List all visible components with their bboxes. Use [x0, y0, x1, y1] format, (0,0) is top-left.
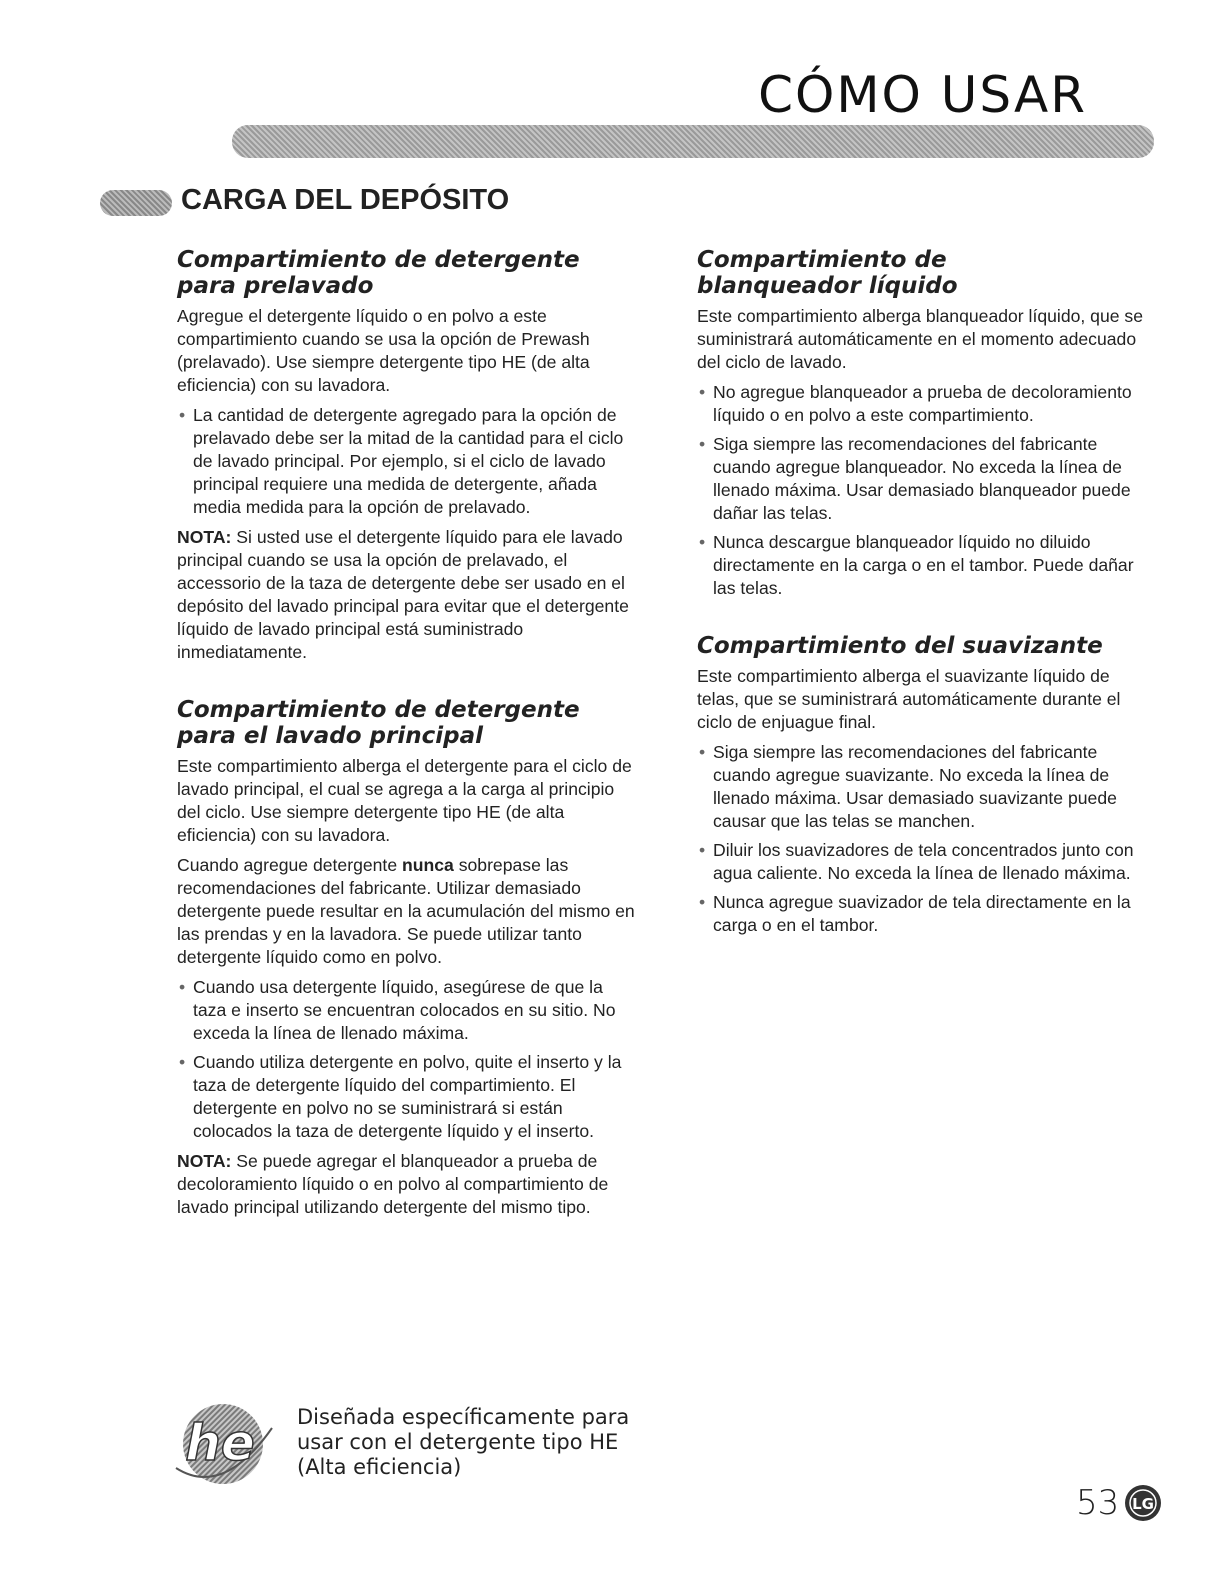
bleach-bullets: [697, 381, 1152, 600]
section-title: CARGA DEL DEPÓSITO: [181, 184, 510, 216]
main-wash-bullets: [177, 976, 637, 1143]
page-title: CÓMO USAR: [758, 66, 1087, 124]
lg-logo-icon: [1124, 1484, 1162, 1522]
list-item: • Diluir los suavizadores de tela concentrados junto con agua caliente. No exceda la línea de llenado máxima.: [697, 839, 1152, 885]
bleach-intro: Este compartimiento alberga blanqueador líquido, que se suministrará automáticamente en el momento adecuado del ciclo de lavado.: [697, 306, 1143, 372]
softener-intro: Este compartimiento alberga el suavizante líquido de telas, que se suministrará automáticamente durante el ciclo de enjuague final.: [697, 666, 1121, 732]
note-label: NOTA:: [177, 527, 232, 547]
list-item: • Nunca descargue blanqueador líquido no diluido directamente en la carga o en el tambor. Puede dañar las telas.: [697, 531, 1152, 600]
bleach-heading-line2: blanqueador líquido: [697, 273, 958, 299]
main-wash-note: [177, 1150, 637, 1219]
list-item: • La cantidad de detergente agregado para la opción de prelavado debe ser la mitad de la cantidad para el ciclo de lavado principal. Por ejemplo, si el ciclo de lavado principal requiere una medida de detergente, añada media medida para la opción de prelavado.: [177, 404, 637, 519]
softener-bullets: [697, 741, 1152, 937]
note-label: NOTA:: [177, 1151, 232, 1171]
note-text: Si usted use el detergente líquido para ele lavado principal cuando se usa la opción de prelavado, el accessorio de la taza de detergente debe ser usado en el depósito del lavado principal para evitar que el detergente líquido de lavado principal está suministrado inmediatamente.: [177, 527, 629, 662]
list-item: • Cuando utiliza detergente en polvo, quite el inserto y la taza de detergente líquido del compartimiento. El detergente en polvo no se suministrará si están colocados la taza de detergente líquido y el inserto.: [177, 1051, 637, 1143]
list-item: • Cuando usa detergente líquido, asegúrese de que la taza e inserto se encuentran colocados en su sitio. No exceda la línea de llenado máxima.: [177, 976, 637, 1045]
lg-logo-text: LG: [1132, 1495, 1154, 1513]
right-column: [697, 247, 1152, 944]
softener-heading-line: Compartimiento del suavizante: [697, 633, 1103, 659]
list-item: • Nunca agregue suavizador de tela directamente en la carga o en el tambor.: [697, 891, 1152, 937]
main-wash-heading-line2: para el lavado principal: [177, 723, 483, 749]
list-item: • Siga siempre las recomendaciones del fabricante cuando agregue suavizante. No exceda la línea de llenado máxima. Usar demasiado suavizante puede causar que las telas se manchen.: [697, 741, 1152, 833]
note-text: Se puede agregar el blanqueador a prueba de decoloramiento líquido o en polvo al compartimiento de lavado principal utilizando detergente del mismo tipo.: [177, 1151, 609, 1217]
prewash-note: [177, 526, 637, 664]
bleach-heading-line1: Compartimiento de: [697, 247, 947, 273]
he-line2: usar con el detergente tipo HE: [297, 1430, 619, 1454]
emphasis-text: nunca: [402, 855, 454, 875]
prewash-heading: [177, 247, 637, 299]
main-wash-paragraph: [177, 854, 637, 969]
prewash-heading-line1: Compartimiento de detergente: [177, 247, 580, 273]
main-wash-heading-line1: Compartimiento de detergente: [177, 697, 580, 723]
list-item: • No agregue blanqueador a prueba de decoloramiento líquido o en polvo a este compartimiento.: [697, 381, 1152, 427]
main-wash-intro: Este compartimiento alberga el detergente para el ciclo de lavado principal, el cual se agrega a la carga al principio del ciclo. Use siempre detergente tipo HE (de alta eficiencia) con su lavadora.: [177, 756, 632, 845]
prewash-bullets: [177, 404, 637, 519]
he-logo-text: he: [185, 1414, 255, 1472]
softener-heading: [697, 633, 1152, 659]
title-bar-decoration: [232, 125, 1154, 158]
he-line3: (Alta eficiencia): [297, 1455, 462, 1479]
text-span: sobrepase las recomendaciones del fabricante. Utilizar demasiado detergente puede resultar en la acumulación del mismo en las prendas y en la lavadora. Se puede utilizar tanto detergente líquido como en polvo.: [177, 855, 635, 967]
he-description: [297, 1405, 629, 1480]
text-span: Cuando agregue detergente: [177, 855, 402, 875]
prewash-intro: Agregue el detergente líquido o en polvo a este compartimiento cuando se usa la opción de Prewash (prelavado). Use siempre detergente tipo HE (de alta eficiencia) con su lavadora.: [177, 306, 590, 395]
section-marker-icon: [100, 190, 172, 216]
he-line1: Diseñada específicamente para: [297, 1405, 630, 1429]
left-column: [177, 247, 637, 1226]
page-number: 53: [1076, 1483, 1120, 1523]
list-item: • Siga siempre las recomendaciones del fabricante cuando agregue blanqueador. No exceda la línea de llenado máxima. Usar demasiado blanqueador puede dañar las telas.: [697, 433, 1152, 525]
he-logo-icon: [168, 1398, 278, 1488]
bleach-heading: [697, 247, 1152, 299]
prewash-heading-line2: para prelavado: [177, 273, 374, 299]
main-wash-heading: [177, 697, 637, 749]
